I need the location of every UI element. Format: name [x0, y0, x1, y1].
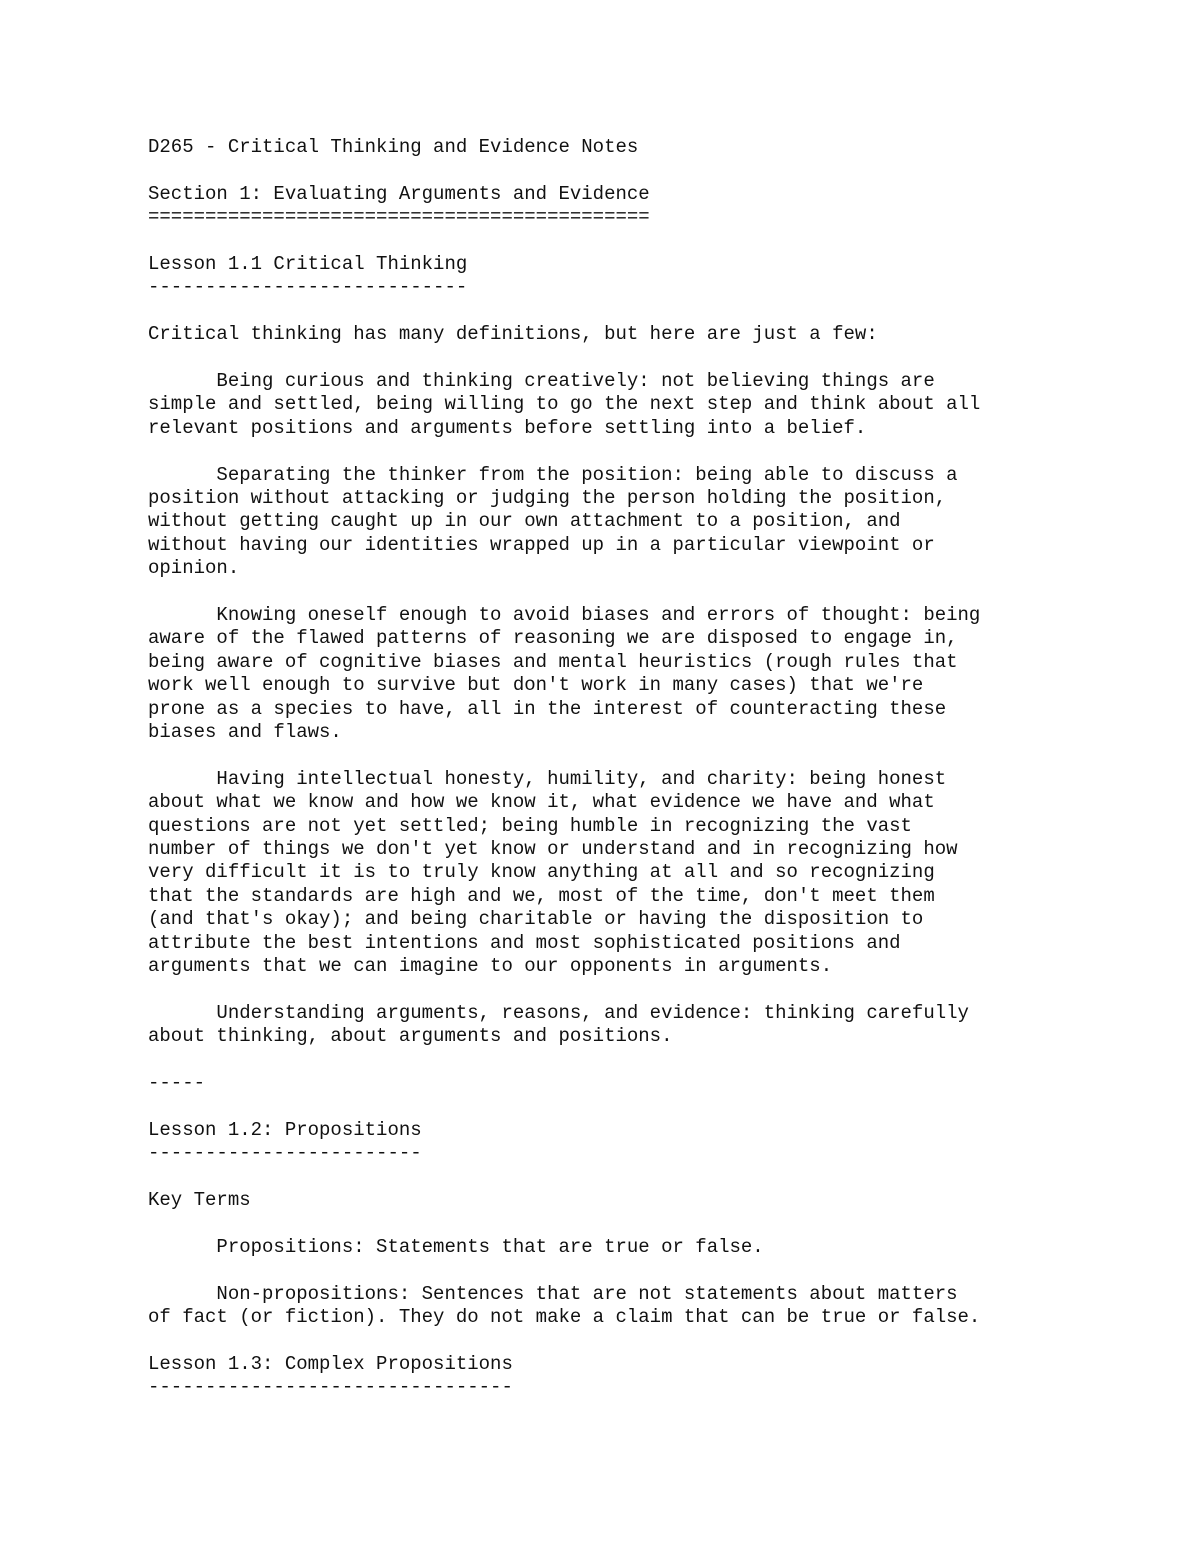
paragraph-line: position without attacking or judging the person holding the position,: [148, 487, 947, 510]
spacer: [148, 1213, 1108, 1236]
lesson-heading: Lesson 1.2: Propositions: [148, 1118, 422, 1141]
spacer: [148, 581, 1108, 604]
spacer: [148, 744, 1108, 767]
document-title: D265 - Critical Thinking and Evidence Notes: [148, 136, 639, 158]
lesson-underline: ------------------------: [148, 1142, 422, 1165]
spacer: [148, 347, 1108, 370]
spacer: [148, 1166, 1108, 1189]
paragraph-curiosity: [148, 370, 1108, 440]
paragraph-line: Non-propositions: Sentences that are not statements about matters: [148, 1282, 958, 1305]
paragraph-line: prone as a species to have, all in the interest of counteracting these: [148, 697, 947, 720]
paragraph-separating: [148, 464, 1108, 581]
section-heading: Section 1: Evaluating Arguments and Evidence: [148, 182, 650, 205]
key-terms-heading: Key Terms: [148, 1189, 251, 1212]
spacer: [148, 1096, 1108, 1119]
spacer: [148, 440, 1108, 463]
spacer: [148, 300, 1108, 323]
paragraph-line: questions are not yet settled; being humble in recognizing the vast: [148, 814, 912, 837]
spacer: [148, 979, 1108, 1002]
paragraph-line: without having our identities wrapped up in a particular viewpoint or: [148, 533, 935, 556]
paragraph-line: being aware of cognitive biases and mental heuristics (rough rules that: [148, 650, 958, 673]
paragraph-line: simple and settled, being willing to go the next step and think about all: [148, 393, 981, 416]
paragraph-line: Being curious and thinking creatively: not believing things are: [148, 370, 935, 392]
paragraph-line: Having intellectual honesty, humility, and charity: being honest: [148, 767, 947, 790]
paragraph-knowing-oneself: [148, 604, 1108, 744]
paragraph-line: Understanding arguments, reasons, and evidence: thinking carefully: [148, 1001, 969, 1024]
paragraph-line: very difficult it is to truly know anything at all and so recognizing: [148, 861, 935, 884]
paragraph-line: work well enough to survive but don't work in many cases) that we're: [148, 674, 924, 697]
spacer: [148, 1259, 1108, 1282]
paragraph-line: Knowing oneself enough to avoid biases and errors of thought: being: [148, 604, 981, 627]
paragraph-line: biases and flaws.: [148, 721, 342, 744]
paragraph-line: that the standards are high and we, most of the time, don't meet them: [148, 884, 935, 907]
paragraph-line: without getting caught up in our own attachment to a position, and: [148, 510, 901, 533]
paragraph-line: aware of the flawed patterns of reasoning we are disposed to engage in,: [148, 627, 958, 650]
paragraph-line: about what we know and how we know it, what evidence we have and what: [148, 791, 935, 814]
paragraph-line: arguments that we can imagine to our opponents in arguments.: [148, 955, 833, 978]
lesson-underline: ----------------------------: [148, 276, 468, 299]
paragraph-understanding: [148, 1002, 1108, 1049]
term-propositions: Propositions: Statements that are true or false.: [148, 1235, 764, 1258]
spacer: [148, 230, 1108, 253]
paragraph-line: attribute the best intentions and most sophisticated positions and: [148, 931, 901, 954]
document-page: [148, 136, 1108, 1400]
lesson-heading: Lesson 1.1 Critical Thinking: [148, 253, 468, 275]
paragraph-line: opinion.: [148, 557, 240, 580]
term-non-propositions: [148, 1283, 1108, 1330]
paragraph-line: relevant positions and arguments before settling into a belief.: [148, 416, 867, 439]
spacer: [148, 1049, 1108, 1072]
paragraph-line: of fact (or fiction). They do not make a claim that can be true or false.: [148, 1306, 981, 1329]
paragraph-honesty: [148, 768, 1108, 979]
lesson-separator: -----: [148, 1072, 206, 1095]
paragraph-line: about thinking, about arguments and positions.: [148, 1025, 673, 1048]
paragraph-line: (and that's okay); and being charitable or having the disposition to: [148, 908, 924, 931]
spacer: [148, 159, 1108, 182]
lesson-heading: Lesson 1.3: Complex Propositions: [148, 1352, 513, 1375]
section-underline: ============================================: [148, 206, 650, 229]
lesson-underline: --------------------------------: [148, 1376, 513, 1399]
paragraph-line: Separating the thinker from the position: being able to discuss a: [148, 463, 958, 486]
paragraph-line: number of things we don't yet know or understand and in recognizing how: [148, 838, 958, 861]
lesson-intro: Critical thinking has many definitions, but here are just a few:: [148, 323, 878, 346]
spacer: [148, 1330, 1108, 1353]
